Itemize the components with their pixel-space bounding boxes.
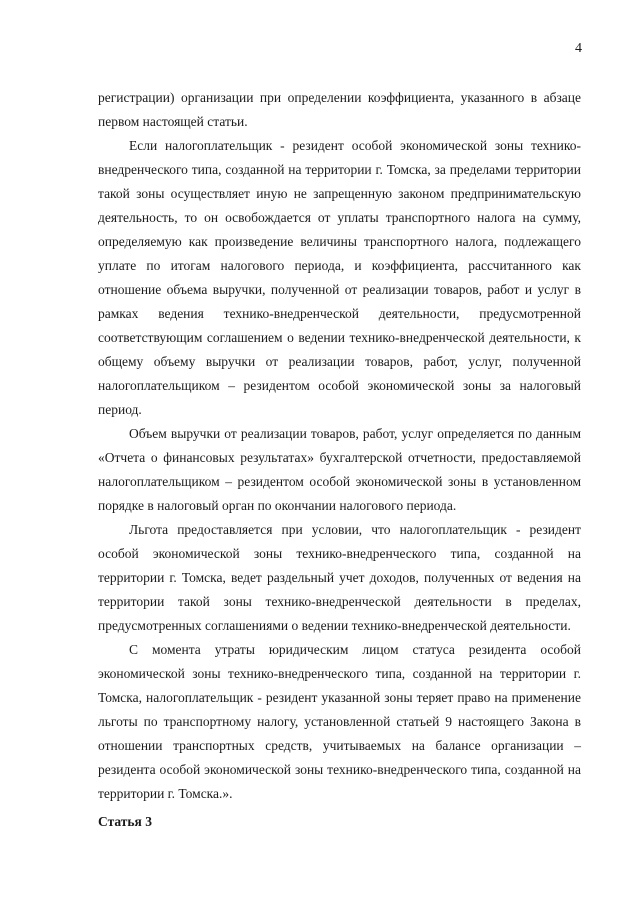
paragraph: Льгота предоставляется при условии, что налогоплательщик - резидент особой экономической зоны технико-внедренческого типа, созданной на территории г. Томска, ведет раздельный учет доходов, полученных от ведения на территории такой зоны технико-внедренческой деятельности в пределах, предусмотренных соглашениями о ведении технико-внедренческой деятельности. <box>98 522 581 633</box>
paragraph: Объем выручки от реализации товаров, работ, услуг определяется по данным «Отчета о финансовых результатах» бухгалтерской отчетности, предоставляемой налогоплательщиком – резидентом особой экономической зоны в установленном порядке в налоговый орган по окончании налогового периода. <box>98 426 581 513</box>
article-heading: Статья 3 <box>98 814 152 829</box>
paragraph-continuation: регистрации) организации при определении коэффициента, указанного в абзаце первом настоящей статьи. <box>98 90 581 129</box>
paragraph: Если налогоплательщик - резидент особой экономической зоны технико-внедренческого типа, созданной на территории г. Томска, за пределами территории такой зоны осуществляет иную не запрещенную законом предпринимательскую деятельность, то он освобождается от уплаты транспортного налога на сумму, определяемую как произведение величины транспортного налога, подлежащего уплате по итогам налогового периода, и коэффициента, рассчитанного как отношение объема выручки, полученной от реализации товаров, работ и услуг в рамках ведения технико-внедренческой деятельности, предусмотренной соответствующим соглашением о ведении технико-внедренческой деятельности, к общему объему выручки от реализации товаров, работ, услуг, полученной налогоплательщиком – резидентом особой экономической зоны за налоговый период. <box>98 138 581 417</box>
page-number: 4 <box>575 41 582 56</box>
document-body <box>98 86 581 806</box>
paragraph: С момента утраты юридическим лицом статуса резидента особой экономической зоны технико-внедренческого типа, созданной на территории г. Томска, налогоплательщик - резидент указанной зоны теряет право на применение льготы по транспортному налогу, установленной статьей 9 настоящего Закона в отношении транспортных средств, учитываемых на балансе организации – резидента особой экономической зоны технико-внедренческого типа, созданной на территории г. Томска.». <box>98 642 581 801</box>
